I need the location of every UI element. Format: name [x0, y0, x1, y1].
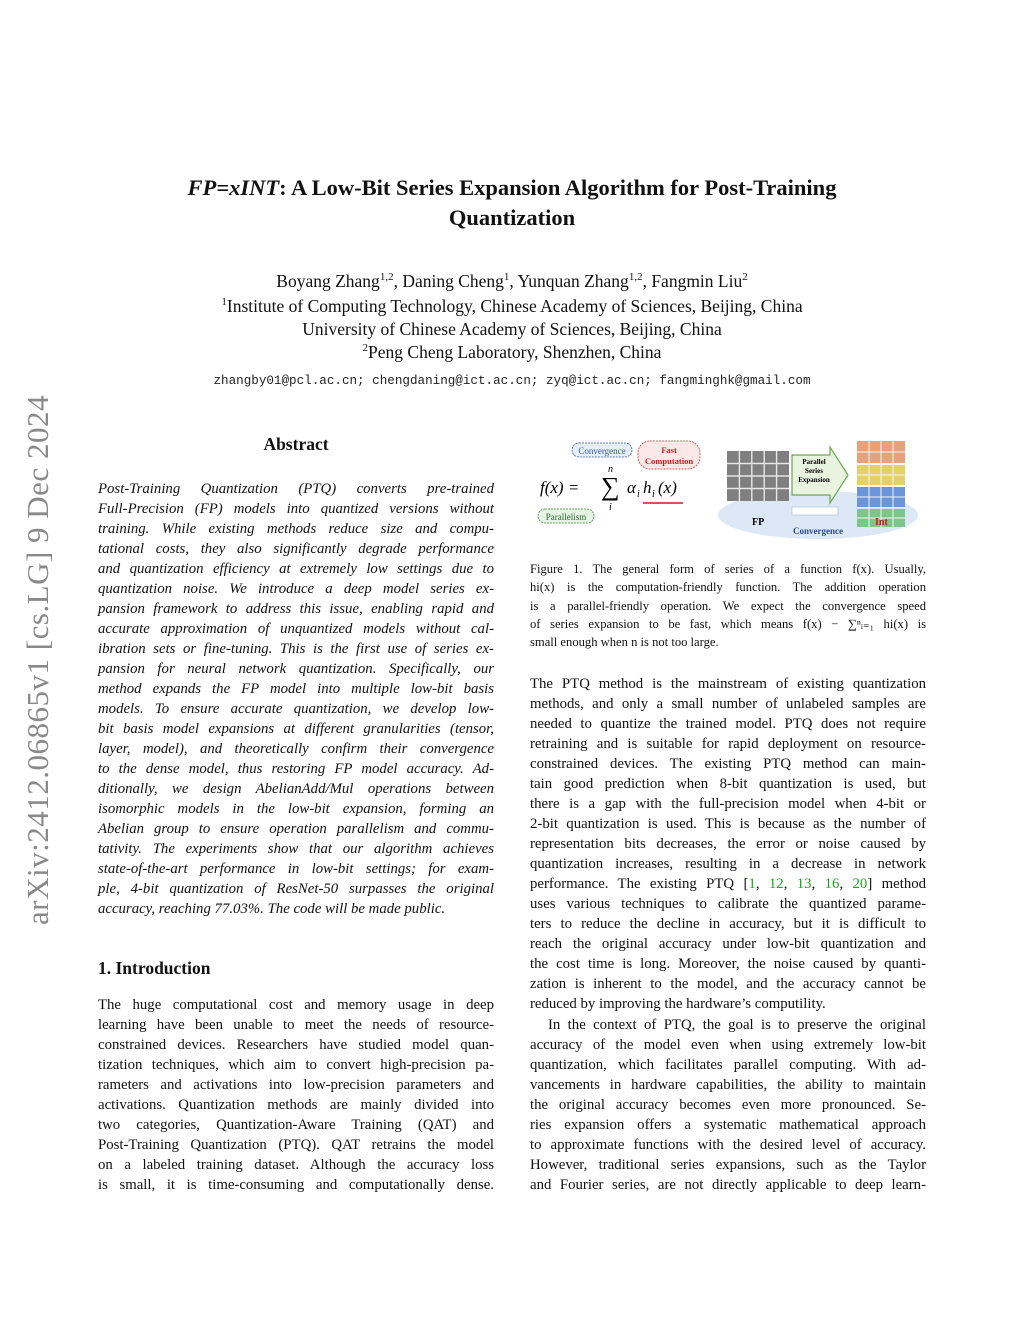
title-line2: Quantization	[448, 205, 576, 230]
paragraph-line: the original accuracy becomes even more pronounced. Se-	[530, 1097, 926, 1113]
caption-line: is a parallel-friendly operation. We expect the convergence speed	[530, 598, 926, 613]
abstract-line: ple, 4-bit quantization of ResNet-50 surpasses the original	[98, 881, 494, 897]
author-emails: zhangby01@pcl.ac.cn; chengdaning@ict.ac.cn; zyq@ict.ac.cn; fangminghk@gmail.com	[213, 374, 811, 388]
fast-tag: Fast	[661, 445, 677, 455]
paragraph-line: and Fourier series, are not directly applicable to deep learn-	[530, 1177, 926, 1193]
author-name: Boyang Zhang	[276, 271, 380, 291]
formula-alpha: α	[627, 478, 636, 497]
formula-arg: (x)	[658, 478, 677, 497]
abstract-line: to the dense model, thus restoring FP model accuracy. Ad-	[98, 761, 494, 777]
abstract-line: bit basis model expansions at different granularities (tensor,	[98, 721, 494, 737]
intro-line: tization techniques, which aim to convert high-precision pa-	[98, 1057, 494, 1073]
paper-title	[150, 173, 874, 233]
sum-bottom: i	[609, 502, 612, 513]
paragraph-line: reach the original accuracy under low-bit quantization and	[530, 936, 926, 952]
paragraph-line: ries expansion offers a systematic mathematical approach	[530, 1117, 926, 1133]
paragraph-line: vancements in hardware capabilities, the ability to maintain	[530, 1077, 926, 1093]
abstract-line: Full-Precision (FP) models into quantized versions without	[98, 501, 494, 517]
fp-label: FP	[752, 517, 765, 528]
affiliation-text: Institute of Computing Technology, Chinese Academy of Sciences, Beijing, China	[226, 296, 803, 316]
paragraph-line: performance. The existing PTQ [1, 12, 13, 16, 20] method	[530, 876, 927, 892]
arxiv-identifier: arXiv:2412.06865v1 [cs.LG] 9 Dec 2024	[20, 395, 55, 925]
author-name: , Yunquan Zhang	[509, 271, 629, 291]
abstract-line: tational costs, they also significantly degrade performance	[98, 541, 494, 557]
paragraph-line: representation bits decreases, the error or noise caused by	[530, 836, 926, 852]
title-rest: : A Low-Bit Series Expansion Algorithm for Post-Training	[279, 175, 837, 200]
paragraph-line: zation is inherent to the model, and the accuracy cannot be	[530, 976, 926, 992]
author-list	[100, 270, 924, 293]
affiliation-1	[100, 295, 924, 318]
abstract-line: Abelian group to ensure operation parallelism and commu-	[98, 821, 494, 837]
intro-line: is small, it is time-consuming and computationally dense.	[98, 1177, 494, 1193]
right-paragraph-1	[530, 674, 926, 1014]
convergence-bottom-label: Convergence	[793, 526, 843, 536]
abstract-line: ibration sets or fine-tuning. This is the first use of series ex-	[98, 641, 494, 657]
paragraph-line: retraining and is suitable for rapid deployment on resource-	[530, 736, 926, 752]
author-name: , Fangmin Liu	[642, 271, 743, 291]
intro-line: The huge computational cost and memory usage in deep	[98, 997, 494, 1013]
abstract-line: Post-Training Quantization (PTQ) converts pre-trained	[98, 481, 494, 497]
abstract-line: pansion for neural network quantization. Specifically, our	[98, 661, 494, 677]
paragraph-line: accuracy of the model even when using extremely low-bit	[530, 1037, 926, 1053]
figure-1	[530, 437, 926, 547]
arrow-series: Series	[805, 467, 823, 475]
computation-tag: Computation	[644, 456, 694, 466]
caption-line: hi(x) is the computation-friendly function. The addition operation	[530, 580, 926, 595]
paragraph-line: quantization increases, resulting in a decrease in network	[530, 856, 926, 872]
affiliation-1b	[100, 318, 924, 341]
right-paragraph-2	[530, 1015, 926, 1195]
paragraph-line: needed to quantize the trained model. PTQ does not require	[530, 716, 926, 732]
convergence-tag: Convergence	[578, 446, 626, 456]
abstract-line: models. To ensure accurate quantization, we develop low-	[98, 701, 494, 717]
author-sup: 1	[503, 271, 510, 284]
paragraph-line: quantization, which facilitates parallel computing. With ad-	[530, 1057, 926, 1073]
author-name: , Daning Cheng	[393, 271, 504, 291]
caption-line: small enough when n is not too large.	[530, 635, 719, 650]
paragraph-line: 2-bit quantization is used. This is because as the number of	[530, 816, 926, 832]
h-sub: i	[652, 489, 655, 500]
abstract-heading: Abstract	[263, 434, 329, 454]
paragraph-line: The PTQ method is the mainstream of existing quantization	[530, 676, 926, 692]
caption-line: of series expansion to be fast, which means f(x) − ∑ⁿᵢ₌₁ hi(x) is	[530, 616, 926, 631]
intro-line: two categories, Quantization-Aware Training (QAT) and	[98, 1117, 494, 1133]
paragraph-line: uses various techniques to calibrate the quantized parame-	[530, 896, 926, 912]
sum-symbol: ∑	[601, 472, 620, 501]
intro-line: activations. Quantization methods are mainly divided into	[98, 1097, 494, 1113]
author-sup: 2	[742, 271, 748, 284]
title-italic: FP=xINT	[187, 175, 280, 200]
formula-lhs: f(x) =	[540, 478, 580, 497]
abstract-line: accuracy, reaching 77.03%. The code will be made public.	[98, 901, 446, 917]
paragraph-line: tain good prediction when 8-bit quantization is used, but	[530, 776, 926, 792]
intro-line: rameters and activations into low-precision parameters and	[98, 1077, 494, 1093]
intro-line: on a labeled training dataset. Although the accuracy loss	[98, 1157, 494, 1173]
fp-grid	[727, 451, 789, 501]
arrow-expansion: Expansion	[798, 476, 830, 484]
paragraph-line: there is a gap with the full-precision model when 4-bit or	[530, 796, 926, 812]
abstract-line: and quantization efficiency at extremely low settings due to	[98, 561, 494, 577]
arxiv-side-stamp	[18, 360, 58, 960]
abstract-line: quantization noise. We introduce a deep model series ex-	[98, 581, 494, 597]
abstract-line: pansion framework to address this issue, enabling rapid and	[98, 601, 494, 617]
figure-1-caption	[530, 560, 926, 651]
abstract-line: accurate approximation of unquantized models without cal-	[98, 621, 494, 637]
author-sup: 1,2	[628, 271, 643, 284]
paragraph-line: However, traditional series expansions, such as the Taylor	[530, 1157, 926, 1173]
arrow-parallel: Parallel	[802, 458, 826, 466]
intro-line: learning have been unable to meet the needs of resource-	[98, 1017, 494, 1033]
parallelism-tag: Parallelism	[545, 512, 587, 522]
abstract-line: training. While existing methods reduce size and compu-	[98, 521, 494, 537]
abstract-body	[98, 479, 494, 919]
abstract-line: tativity. The experiments show that our algorithm achieves	[98, 841, 494, 857]
alpha-sub: i	[637, 489, 640, 500]
section-heading-introduction: 1. Introduction	[98, 958, 211, 978]
abstract-line: ditionally, we design AbelianAdd/Mul operations between	[98, 781, 494, 797]
affiliation-sup: 2	[362, 342, 369, 355]
affiliation-text: University of Chinese Academy of Sciences, Beijing, China	[302, 319, 722, 339]
int-stack	[857, 441, 905, 527]
affiliation-2	[100, 341, 924, 364]
int-label: Int	[875, 517, 888, 528]
convergence-arrow-box	[792, 507, 838, 515]
abstract-line: layer, model), and theoretically confirm their convergence	[98, 741, 494, 757]
paragraph-line: reduced by improving the hardware’s computility.	[530, 996, 826, 1012]
author-sup: 1,2	[379, 271, 394, 284]
introduction-body	[98, 995, 494, 1195]
sum-top: n	[608, 464, 613, 475]
caption-line: Figure 1. The general form of series of a function f(x). Usually,	[530, 562, 926, 576]
paragraph-line: to approximate functions with the desired level of accuracy.	[530, 1137, 926, 1153]
figure-1-graphic	[530, 437, 926, 547]
abstract-line: state-of-the-art performance in low-bit settings; for exam-	[98, 861, 494, 877]
paragraph-line: constrained devices. The existing PTQ method can main-	[530, 756, 926, 772]
formula-h: h	[643, 478, 652, 497]
paragraph-line: the cost time is long. Moreover, the noise caused by quanti-	[530, 956, 926, 972]
intro-line: Post-Training Quantization (PTQ). QAT retrains the model	[98, 1137, 494, 1153]
affiliation-sup: 1	[221, 296, 227, 309]
abstract-line: method expands the FP model into multiple low-bit basis	[98, 681, 494, 697]
abstract-line: isomorphic models in the low-bit expansion, forming an	[98, 801, 494, 817]
paragraph-line: In the context of PTQ, the goal is to preserve the original	[548, 1017, 926, 1033]
paragraph-line: methods, and only a small number of unlabeled samples are	[530, 696, 926, 712]
intro-line: constrained devices. Researchers have studied model quan-	[98, 1037, 494, 1053]
affiliation-text: Peng Cheng Laboratory, Shenzhen, China	[368, 342, 662, 362]
paragraph-line: ters to reduce the decline in accuracy, but it is difficult to	[530, 916, 926, 932]
